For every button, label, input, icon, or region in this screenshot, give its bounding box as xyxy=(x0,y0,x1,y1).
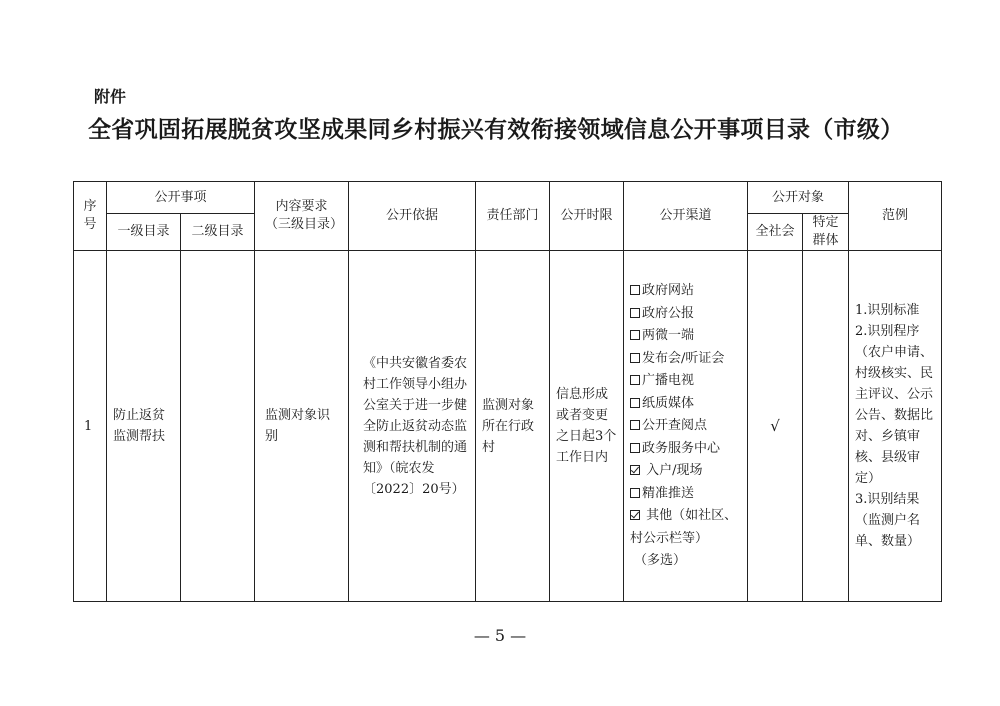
channel-item xyxy=(630,370,743,393)
attachment-label: 附件 xyxy=(94,87,127,106)
row-channels xyxy=(624,251,748,602)
checked-box-icon xyxy=(630,465,640,475)
channel-label: 其他（如社区、村公示栏等） xyxy=(630,508,738,546)
header-items: 公开事项 xyxy=(107,182,255,214)
header-dept: 责任部门 xyxy=(476,182,550,251)
unchecked-box-icon xyxy=(630,420,640,430)
channel-item xyxy=(630,393,743,416)
channel-label: 发布会/听证会 xyxy=(642,350,725,366)
examples-list xyxy=(849,300,941,552)
channel-note: （多选） xyxy=(634,553,687,568)
channel-item xyxy=(630,325,743,348)
example-item: 3.识别结果（监测户名单、数量） xyxy=(855,492,921,549)
row-all-society: √ xyxy=(748,251,803,602)
channel-item xyxy=(630,280,743,303)
header-channel: 公开渠道 xyxy=(624,182,748,251)
channel-label: 入户/现场 xyxy=(642,463,703,478)
channel-label: 精准推送 xyxy=(642,485,695,501)
header-audience: 公开对象 xyxy=(748,182,849,214)
example-item: 1.识别标准 xyxy=(855,303,920,318)
header-time: 公开时限 xyxy=(550,182,624,251)
header-all-society: 全社会 xyxy=(748,214,803,251)
header-example: 范例 xyxy=(849,182,942,251)
row-examples xyxy=(849,251,942,602)
channel-item xyxy=(630,415,743,438)
unchecked-box-icon xyxy=(630,353,640,363)
unchecked-box-icon xyxy=(630,375,640,385)
row-specific-group xyxy=(803,251,849,602)
page-number: — 5 — xyxy=(473,626,527,645)
header-content: 内容要求（三级目录） xyxy=(255,182,349,251)
header-level2: 二级目录 xyxy=(181,214,255,251)
channel-item xyxy=(630,505,743,550)
example-item: 2.识别程序（农户申请、村级核实、民主评议、公示公告、数据比对、乡镇审核、县级审定） xyxy=(855,324,934,486)
channel-item xyxy=(630,483,743,506)
unchecked-box-icon xyxy=(630,398,640,408)
channel-item xyxy=(630,303,743,326)
header-basis: 公开依据 xyxy=(349,182,476,251)
unchecked-box-icon xyxy=(630,285,640,295)
header-level1: 一级目录 xyxy=(107,214,181,251)
unchecked-box-icon xyxy=(630,488,640,498)
row-time: 信息形成或者变更之日起3个工作日内 xyxy=(550,251,624,602)
checked-box-icon xyxy=(630,510,640,520)
row-basis: 《中共安徽省委农村工作领导小组办公室关于进一步健全防止返贫动态监测和帮扶机制的通知》（皖农发〔2022〕20号） xyxy=(349,251,476,602)
row-level2 xyxy=(181,251,255,602)
unchecked-box-icon xyxy=(630,330,640,340)
channel-label: 广播电视 xyxy=(642,373,695,388)
header-specific-group: 特定群体 xyxy=(803,214,849,251)
channel-label: 政务服务中心 xyxy=(642,440,721,456)
channel-label: 政府公报 xyxy=(642,305,695,321)
channel-label: 公开查阅点 xyxy=(642,418,708,433)
row-seq: 1 xyxy=(74,251,107,602)
header-seq: 序号 xyxy=(74,182,107,251)
channel-list xyxy=(624,280,747,550)
channel-item xyxy=(630,438,743,461)
row-dept: 监测对象所在行政村 xyxy=(476,251,550,602)
document-title: 全省巩固拓展脱贫攻坚成果同乡村振兴有效衔接领域信息公开事项目录（市级） xyxy=(88,117,904,143)
channel-item xyxy=(630,348,743,371)
unchecked-box-icon xyxy=(630,443,640,453)
disclosure-table xyxy=(73,181,942,602)
row-level1: 防止返贫监测帮扶 xyxy=(107,251,181,602)
channel-label: 两微一端 xyxy=(642,328,695,343)
unchecked-box-icon xyxy=(630,308,640,318)
channel-label: 纸质媒体 xyxy=(642,395,695,411)
channel-item xyxy=(630,460,743,483)
channel-label: 政府网站 xyxy=(642,283,695,298)
row-content: 监测对象识别 xyxy=(255,251,349,602)
